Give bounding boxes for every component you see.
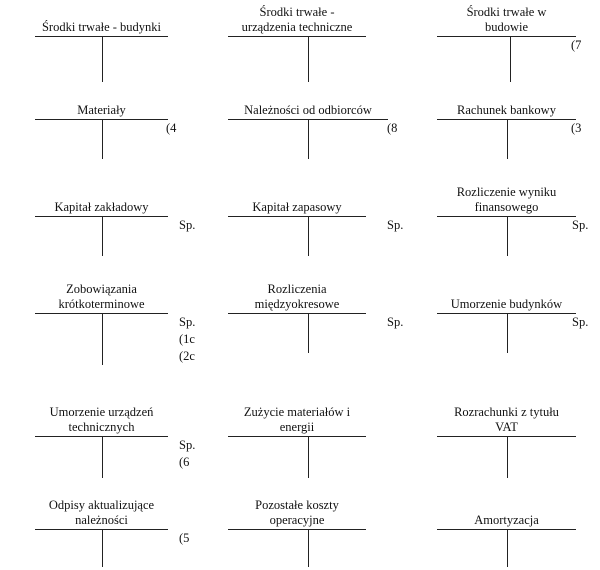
credit-ref: Sp. <box>572 218 589 232</box>
account-vertical-rule <box>102 216 103 256</box>
credit-ref: (4 <box>166 121 177 135</box>
credit-ref: Sp. <box>572 315 589 329</box>
account-vertical-rule <box>308 216 309 256</box>
account-title-line: Kapitał zakładowy <box>54 200 149 214</box>
account-title <box>35 103 168 118</box>
account-horizontal-rule <box>228 216 366 217</box>
account-title-line: Rozliczenia <box>267 282 327 296</box>
account-title-line: Rozrachunki z tytułu <box>454 405 559 419</box>
credit-ref: Sp. <box>387 315 404 329</box>
account-vertical-rule <box>102 436 103 478</box>
account-title-line: Rozliczenie wyniku <box>456 185 557 199</box>
account-horizontal-rule <box>437 36 576 37</box>
credit-ref: (8 <box>387 121 398 135</box>
account-vertical-rule <box>507 119 508 159</box>
account-title-line: budowie <box>484 20 529 34</box>
account-title <box>437 297 576 312</box>
account-title-line: krótkoterminowe <box>58 297 145 311</box>
account-title-line: należności <box>75 513 128 527</box>
account-title-line: Amortyzacja <box>474 513 539 527</box>
account-vertical-rule <box>507 436 508 478</box>
account-vertical-rule <box>507 529 508 567</box>
account-title-line: technicznych <box>68 420 135 434</box>
account-horizontal-rule <box>228 529 366 530</box>
account-horizontal-rule <box>228 313 366 314</box>
account-title-line: operacyjne <box>269 513 325 527</box>
credit-ref: (6 <box>179 455 190 469</box>
credit-ref: (2c <box>179 349 195 363</box>
account-title <box>35 200 168 215</box>
account-title-line: VAT <box>495 420 518 434</box>
account-title <box>437 513 576 528</box>
account-vertical-rule <box>507 313 508 353</box>
credit-ref: Sp. <box>179 218 196 232</box>
account-title <box>228 200 366 215</box>
account-vertical-rule <box>507 216 508 256</box>
account-title-line: Umorzenie urządzeń <box>49 405 154 419</box>
account-title <box>35 498 168 528</box>
account-title-line: Środki trwałe w <box>466 5 547 19</box>
credit-ref: (5 <box>179 531 190 545</box>
account-title-line: Umorzenie budynków <box>450 297 563 311</box>
account-title <box>437 185 576 215</box>
account-title-line: urządzenia techniczne <box>241 20 353 34</box>
account-title-line: Środki trwałe - <box>259 5 335 19</box>
account-title <box>437 405 576 435</box>
account-vertical-rule <box>308 313 309 353</box>
account-title <box>437 5 576 35</box>
account-title <box>35 282 168 312</box>
account-vertical-rule <box>102 119 103 159</box>
credit-ref: (1c <box>179 332 195 346</box>
account-title-line: Pozostałe koszty <box>255 498 339 512</box>
account-title-line: międzyokresowe <box>254 297 340 311</box>
account-title <box>35 20 168 35</box>
account-title <box>228 498 366 528</box>
account-title-line: Materiały <box>77 103 126 117</box>
account-horizontal-rule <box>228 436 366 437</box>
account-title <box>228 5 366 35</box>
account-vertical-rule <box>102 529 103 567</box>
account-title-line: Środki trwałe - budynki <box>41 20 162 34</box>
account-title <box>437 103 576 118</box>
account-horizontal-rule <box>228 36 366 37</box>
account-title-line: Odpisy aktualizujące <box>48 498 155 512</box>
account-title-line: Należności od odbiorców <box>244 103 372 117</box>
account-title-line: Kapitał zapasowy <box>252 200 342 214</box>
credit-ref: (7 <box>571 38 582 52</box>
account-title-line: Zobowiązania <box>66 282 137 296</box>
account-vertical-rule <box>308 529 309 567</box>
credit-ref: Sp. <box>179 438 196 452</box>
credit-ref: (3 <box>571 121 582 135</box>
account-vertical-rule <box>308 436 309 478</box>
account-vertical-rule <box>510 36 511 82</box>
credit-ref: Sp. <box>179 315 196 329</box>
account-title <box>228 103 388 118</box>
account-vertical-rule <box>102 313 103 365</box>
account-title-line: energii <box>279 420 315 434</box>
account-title-line: Rachunek bankowy <box>457 103 556 117</box>
credit-ref: Sp. <box>387 218 404 232</box>
account-vertical-rule <box>308 36 309 82</box>
account-title <box>35 405 168 435</box>
account-vertical-rule <box>308 119 309 159</box>
account-title-line: Zużycie materiałów i <box>243 405 351 419</box>
account-vertical-rule <box>102 36 103 82</box>
account-title-line: finansowego <box>474 200 539 214</box>
account-title <box>228 405 366 435</box>
account-title <box>228 282 366 312</box>
